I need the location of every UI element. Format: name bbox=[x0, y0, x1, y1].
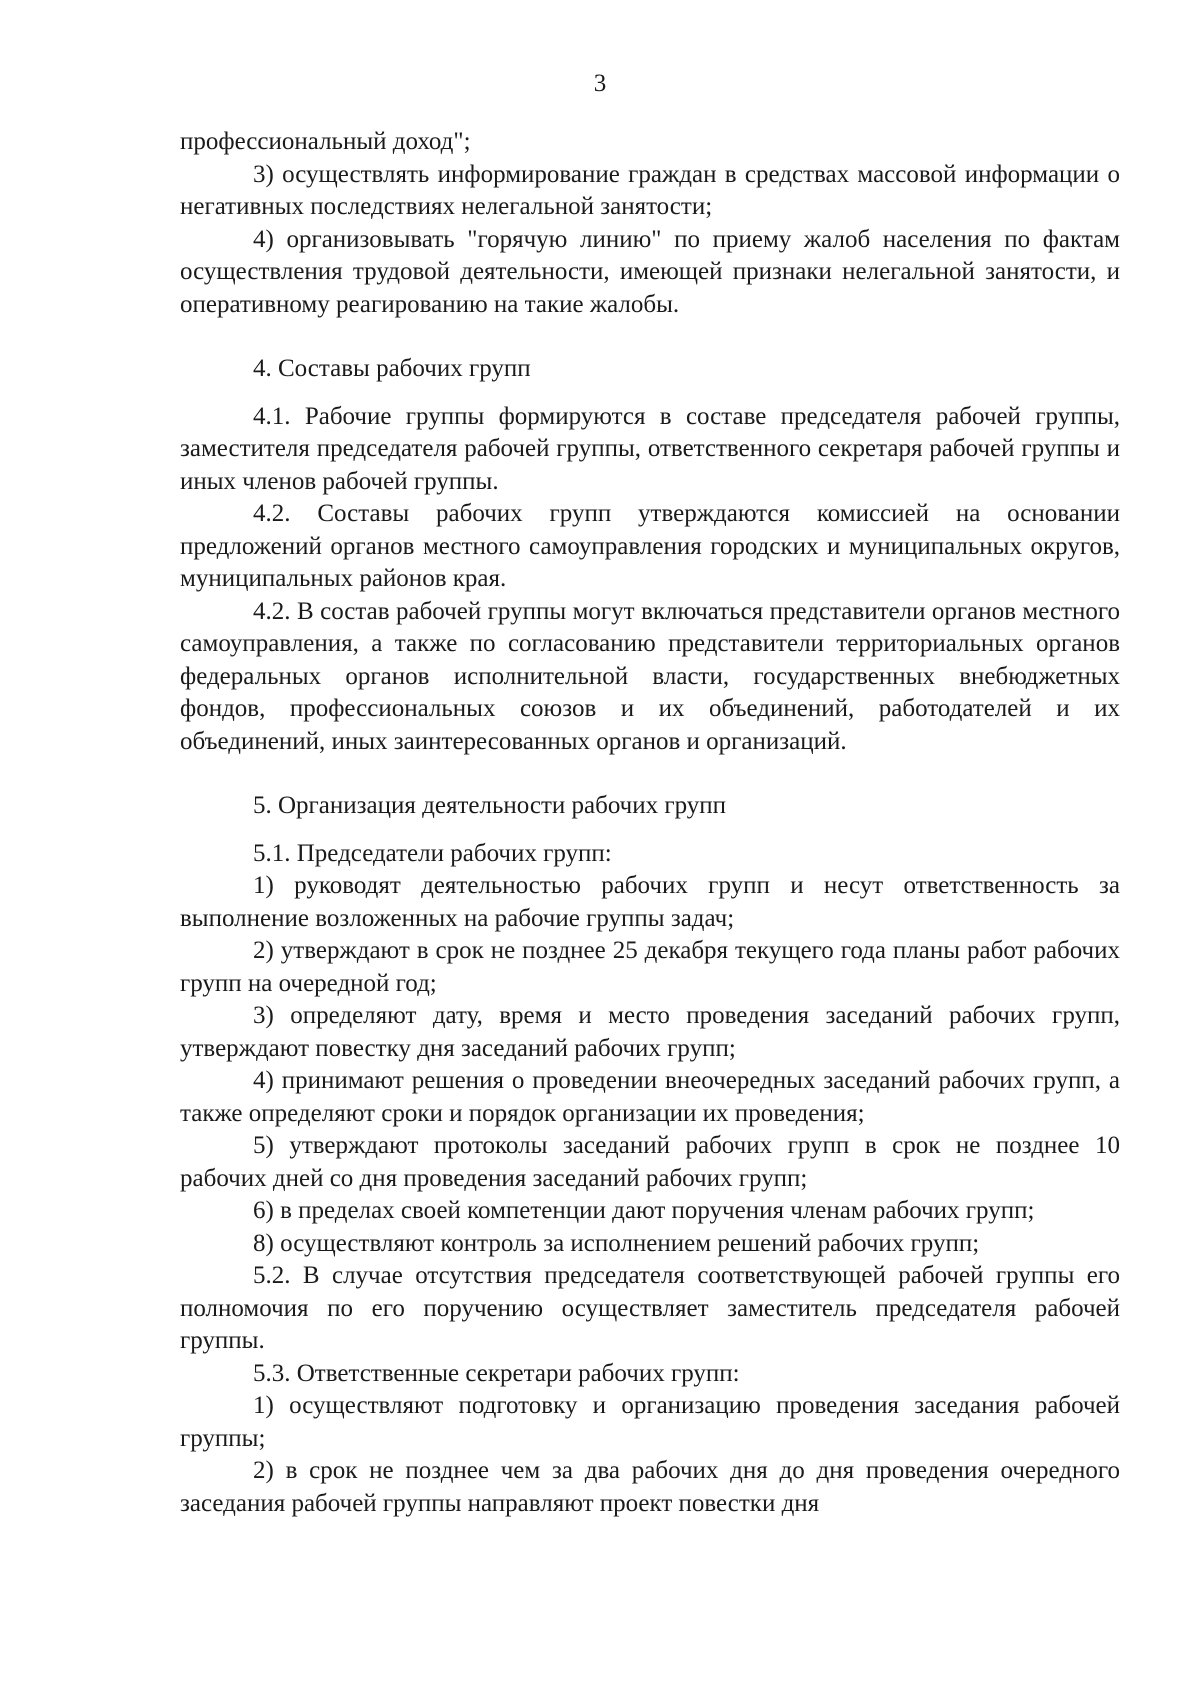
clause-4-2-b: 4.2. В состав рабочей группы могут включаться представители органов местного самоуправления, а также по согласованию представители территориальных органов федеральных органов исполнительной власти, государственных внебюджетных фондов, профессиональных союзов и их объединений, работодателей и их объединений, иных заинтересованных органов и организаций. bbox=[180, 597, 1120, 755]
clause-5-1: 5.1. Председатели рабочих групп: bbox=[253, 839, 612, 867]
page-number: 3 bbox=[593, 70, 607, 97]
list-item: 5) утверждают протоколы заседаний рабочих групп в срок не позднее 10 рабочих дней со дня проведения заседаний рабочих групп; bbox=[180, 1132, 1120, 1192]
paragraph-continuation: профессиональный доход"; bbox=[180, 128, 471, 155]
list-item: 1) руководят деятельностью рабочих групп и несут ответственность за выполнение возложенных на рабочие группы задач; bbox=[180, 872, 1120, 932]
document-body bbox=[180, 126, 1120, 1520]
list-item: 3) определяют дату, время и место проведения заседаний рабочих групп, утверждают повестку дня заседаний рабочих групп; bbox=[180, 1002, 1120, 1062]
list-item: 2) в срок не позднее чем за два рабочих дня до дня проведения очередного заседания рабочей группы направляют проект повестки дня bbox=[180, 1457, 1120, 1517]
list-item: 4) принимают решения о проведении внеочередных заседаний рабочих групп, а также определяют сроки и порядок организации их проведения; bbox=[180, 1067, 1120, 1127]
list-item: 2) утверждают в срок не позднее 25 декабря текущего года планы работ рабочих групп на очередной год; bbox=[180, 937, 1120, 997]
section-heading-4: 4. Составы рабочих групп bbox=[253, 355, 531, 382]
clause-4-2: 4.2. Составы рабочих групп утверждаются комиссией на основании предложений органов местного самоуправления городских и муниципальных округов, муниципальных районов края. bbox=[180, 500, 1120, 592]
clause-5-3: 5.3. Ответственные секретари рабочих групп: bbox=[253, 1359, 740, 1387]
clause-4-1: 4.1. Рабочие группы формируются в составе председателя рабочей группы, заместителя председателя рабочей группы, ответственного секретаря рабочей группы и иных членов рабочей группы. bbox=[180, 402, 1120, 495]
list-item: 4) организовывать "горячую линию" по приему жалоб населения по фактам осуществления трудовой деятельности, имеющей признаки нелегальной занятости, и оперативному реагированию на такие жалобы. bbox=[180, 225, 1120, 318]
list-item: 1) осуществляют подготовку и организацию проведения заседания рабочей группы; bbox=[180, 1392, 1120, 1452]
clause-5-2: 5.2. В случае отсутствия председателя соответствующей рабочей группы его полномочия по его поручению осуществляет заместитель председателя рабочей группы. bbox=[180, 1262, 1120, 1354]
list-item: 3) осуществлять информирование граждан в средствах массовой информации о негативных последствиях нелегальной занятости; bbox=[180, 160, 1120, 220]
list-item: 6) в пределах своей компетенции дают поручения членам рабочих групп; bbox=[253, 1197, 1035, 1224]
list-item: 8) осуществляют контроль за исполнением решений рабочих групп; bbox=[253, 1229, 980, 1257]
section-heading-5: 5. Организация деятельности рабочих групп bbox=[253, 792, 727, 819]
